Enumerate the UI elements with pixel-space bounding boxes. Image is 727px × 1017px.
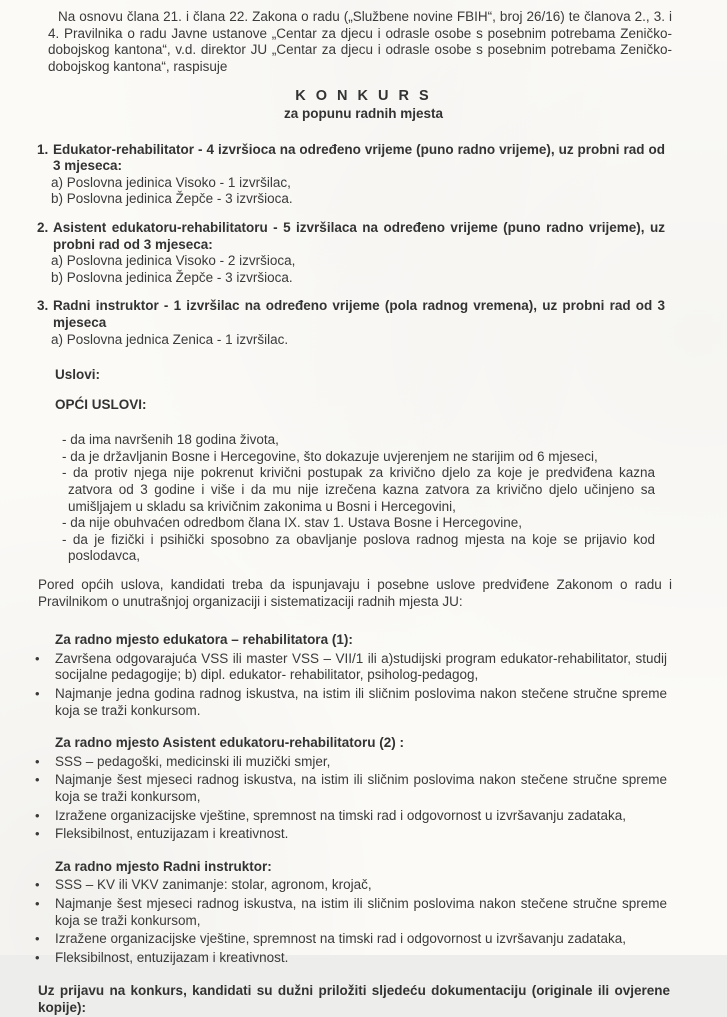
position-subitem: a) Poslovna jedinica Visoko - 1 izvršilac, [51,174,291,190]
position-number: 2. [37,219,49,235]
position-number: 3. [37,298,49,314]
requirement-item: • SSS – KV ili VKV zanimanje: stolar, agronom, krojač, [55,877,667,894]
position-item-1 [37,142,665,208]
position-heading: Edukator-rehabilitator - 4 izvršioca na određeno vrijeme (puno radno vrijeme), uz probni rad od 3 mjeseca: [53,141,665,174]
intro-paragraph: Na osnovu člana 21. i člana 22. Zakona o radu („Službene novine FBIH“, broj 26/16) te članova 2., 3. i 4. Pravilnika o radu Javne ustanove „Centar za djecu i odrasle osobe s posebnim potrebama Zeničko-dobojskog kantona“, v.d. direktor JU „Centar za djecu i odrasle osobe s posebnim potrebama Zeničko-dobojskog kantona“, raspisuje [48,9,672,74]
general-condition: - da protiv njega nije pokrenut krivični postupak za krivično djelo za koje je predviđena kazna zatvora od 3 godine i više i da mu nije izrečena kazna zatvora za krivično djelo učinjeno sa umišljajem u skladu sa krivičnim zakonima u Bosni i Hercegovini, [62,465,655,515]
general-condition: - da je državljanin Bosne i Hercegovine, što dokazuje uvjerenjem ne starijim od 6 mjeseci, [62,449,655,466]
edukator-requirements-list [55,651,667,719]
opci-uslovi-heading: OPĆI USLOVI: [55,396,147,412]
requirement-item: • Fleksibilnost, entuzijazam i kreativnost. [55,950,667,967]
requirement-item: • Fleksibilnost, entuzijazam i kreativnost. [55,826,667,843]
position-heading: Radni instruktor - 1 izvršilac na određeno vrijeme (pola radnog vremena), uz probni rad od 3 mjeseca [53,298,665,330]
position-number: 1. [37,141,49,157]
general-condition: - da ima navršenih 18 godina života, [62,432,655,449]
general-conditions-list [62,432,655,565]
requirement-item: • Izražene organizacijske vještine, spremnost na timski rad i odgovornost u izvršavanju zadataka, [55,808,667,825]
position-subitem: a) Poslovna jednica Zenica - 1 izvršilac. [51,331,289,347]
requirement-item: • Najmanje šest mjeseci radnog iskustva, na istim ili sličnim poslovima nakon stečene stručne spreme koja se traži konkursom, [55,896,667,929]
general-condition: - da nije obuhvaćen odredbom člana IX. stav 1. Ustava Bosne i Hercegovine, [62,515,655,532]
title-block [0,88,727,122]
section-heading-asistent: Za radno mjesto Asistent edukatoru-rehabilitatoru (2) : [55,735,405,751]
radni-instruktor-requirements-list [55,877,667,966]
position-item-2 [37,220,665,286]
requirement-item: • SSS – pedagoški, medicinski ili muzički smjer, [55,754,667,771]
document-title: K O N K U R S [295,88,432,105]
position-subitem: b) Poslovna jedinica Žepče - 3 izvršioca. [51,269,293,285]
section-heading-edukator: Za radno mjesto edukatora – rehabilitatora (1): [55,632,353,648]
documentation-intro-paragraph: Uz prijavu na konkurs, kandidati su dužni priložiti sljedeću dokumentaciju (originale ili ovjerene kopije): [38,983,670,1015]
positions-list [0,142,727,349]
asistent-requirements-list [55,754,667,843]
position-heading: Asistent edukatoru-rehabilitatoru - 5 izvršilaca na određeno vrijeme (puno radno vrijeme), uz probni rad od 3 mjeseca: [53,219,665,252]
document-subtitle: za popunu radnih mjesta [283,105,443,121]
general-condition: - da je fizički i psihički sposobno za obavljanje poslova radnog mjesta na koje se prijavio kod poslodavca, [62,532,655,565]
special-conditions-intro: Pored općih uslova, kandidati treba da ispunjavaju i posebne uslove predviđene Zakonom o radu i Pravilnikom o unutrašnjoj organizaciji i sistematizaciji radnih mjesta JU: [38,577,672,609]
requirement-item: • Izražene organizacijske vještine, spremnost na timski rad i odgovornost u izvršavanju zadataka, [55,931,667,948]
position-subitem: b) Poslovna jedinica Žepče - 3 izvršioca. [51,191,293,207]
position-subitem: a) Poslovna jedinica Visoko - 2 izvršioca, [51,253,296,269]
section-heading-radni-instruktor: Za radno mjesto Radni instruktor: [55,858,272,874]
requirement-item: • Najmanje jedna godina radnog iskustva, na istim ili sličnim poslovima nakon stečene stručne spreme koja se traži konkursom. [55,686,667,719]
position-item-3 [37,298,665,348]
requirement-item: • Najmanje šest mjeseci radnog iskustva, na istim ili sličnim poslovima nakon stečene stručne spreme koja se traži konkursom, [55,772,667,805]
requirement-item: • Završena odgovarajuća VSS ili master VSS – VII/1 ili a)studijski program edukator-rehabilitator, studij socijalne pedagogije; b) dipl. edukator- rehabilitator, psiholog-pedagog, [55,651,667,684]
uslovi-label: Uslovi: [55,367,101,383]
